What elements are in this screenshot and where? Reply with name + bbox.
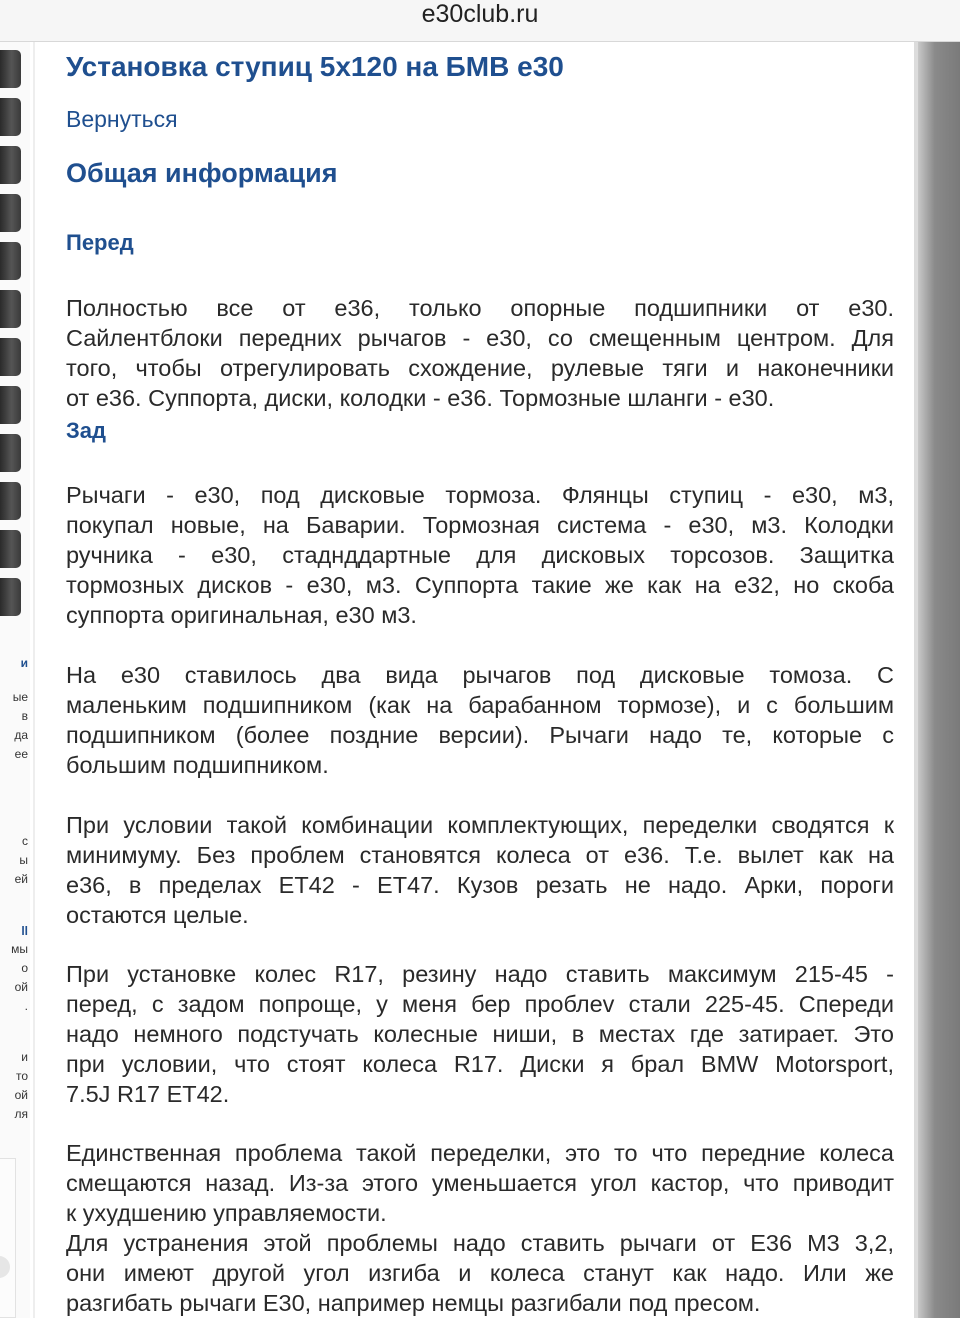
section-title: Общая информация (66, 158, 338, 188)
side-text-fragment: с (22, 834, 28, 848)
text-line: минимуму. Без проблем становятся колеса от е36. Т.е. вылет как на (66, 842, 894, 868)
content-divider (33, 42, 35, 1318)
side-box (0, 1158, 16, 1318)
side-tab[interactable] (0, 242, 21, 280)
side-text-fragment: ее (14, 747, 28, 761)
text-line: перед, с задом попроще, у меня бер проблеv стали 225-45. Спереди (66, 991, 894, 1017)
rear-paragraph-4 (66, 959, 894, 1109)
side-text-fragment: ой (14, 980, 28, 994)
text-line: при условии, что стоят колеса R17. Диски я брал BMW Motorsport, (66, 1051, 894, 1077)
side-text-fragment: ые (12, 690, 28, 704)
front-paragraph (66, 293, 894, 413)
text-line: они имеют другой угол изгиба и колеса станут как надо. Или же (66, 1260, 894, 1286)
side-text-fragment: ой (14, 1088, 28, 1102)
right-page-shadow (918, 42, 960, 1318)
text-line: Единственная проблема такой переделки, это то что передние колеса (66, 1140, 894, 1166)
back-link[interactable]: Вернуться (66, 106, 178, 132)
side-text-fragment: . (24, 999, 28, 1013)
text-line: от е36. Суппорта, диски, колодки - е36. Тормозные шланги - е30. (66, 385, 775, 411)
text-line: Сайлентблоки передних рычагов - е30, со смещенным центром. Для (66, 325, 894, 351)
side-text-fragment: ы (19, 853, 28, 867)
side-tab[interactable] (0, 386, 21, 424)
side-tab[interactable] (0, 146, 21, 184)
text-line: смещаются назад. Из-за этого уменьшается угол кастор, что приводит (66, 1170, 894, 1196)
text-line: При условии такой комбинации комплектующих, переделки сводятся к (66, 812, 894, 838)
rear-paragraph-5 (66, 1138, 894, 1318)
text-line: ручника - е30, стаднддартные для дисковых торсозов. Защитка (66, 542, 894, 568)
address-bar[interactable] (0, 0, 960, 42)
side-text-fragment: ей (14, 872, 28, 886)
text-line: Для устранения этой проблемы надо ставить рычаги от Е36 М3 3,2, (66, 1230, 894, 1256)
side-tab[interactable] (0, 194, 21, 232)
text-line: надо немного подстучать колесные ниши, в местах где затирает. Это (66, 1021, 894, 1047)
text-line: е36, в пределах ЕТ42 - ЕТ47. Кузов резать не надо. Арки, пороги (66, 872, 894, 898)
rear-paragraph-2 (66, 660, 894, 780)
side-text-fragment: да (14, 728, 28, 742)
rear-paragraph-1 (66, 480, 894, 630)
rear-heading: Зад (66, 418, 106, 443)
text-line: При установке колес R17, резину надо ставить максимум 215-45 - (66, 961, 894, 987)
text-line: Рычаги - е30, под дисковые тормоза. Флянцы ступиц - е30, м3, (66, 482, 894, 508)
side-text-fragment: и (20, 656, 28, 670)
side-text-fragment: о (21, 961, 28, 975)
left-side-panel (0, 42, 30, 1318)
text-line: большим подшипником. (66, 752, 329, 778)
side-tab[interactable] (0, 50, 21, 88)
text-line: Полностью все от е36, только опорные подшипники от е30. (66, 295, 894, 321)
text-line: разгибать рычаги Е30, например немцы разгибали под пресом. (66, 1290, 761, 1316)
side-tab[interactable] (0, 290, 21, 328)
side-text-fragment: в (21, 709, 28, 723)
text-line: остаются целые. (66, 902, 249, 928)
side-tab[interactable] (0, 434, 21, 472)
side-tab[interactable] (0, 482, 21, 520)
text-line: На е30 ставилось два вида рычагов под дисковые томоза. С (66, 662, 894, 688)
side-text-fragment: ll (21, 924, 28, 938)
front-heading: Перед (66, 230, 134, 255)
side-text-fragment: и (21, 1050, 28, 1064)
side-tab[interactable] (0, 578, 21, 616)
text-line: покупал новые, на Баварии. Тормозная система - е30, м3. Колодки (66, 512, 894, 538)
url-text: e30club.ru (421, 0, 539, 28)
side-text-fragment: ля (14, 1107, 28, 1121)
side-text-fragment: мы (11, 942, 28, 956)
text-line: того, чтобы отрегулировать схождение, рулевые тяги и наконечники (66, 355, 894, 381)
text-line: 7.5J R17 ET42. (66, 1081, 230, 1107)
text-line: суппорта оригинальная, е30 м3. (66, 602, 417, 628)
rear-paragraph-3 (66, 810, 894, 930)
page-title: Установка ступиц 5х120 на БМВ е30 (66, 51, 564, 82)
side-tab[interactable] (0, 338, 21, 376)
side-tab[interactable] (0, 98, 21, 136)
text-line: маленьким подшипником (как на барабанном тормозе), и с большим (66, 692, 894, 718)
text-line: к ухудшению управляемости. (66, 1200, 387, 1226)
text-line: подшипником (более поздние версии). Рычаги надо те, которые с (66, 722, 894, 748)
side-text-fragment: то (15, 1069, 28, 1083)
text-line: тормозных дисков - е30, м3. Суппорта такие же как на е32, но скоба (66, 572, 894, 598)
side-tab[interactable] (0, 530, 21, 568)
